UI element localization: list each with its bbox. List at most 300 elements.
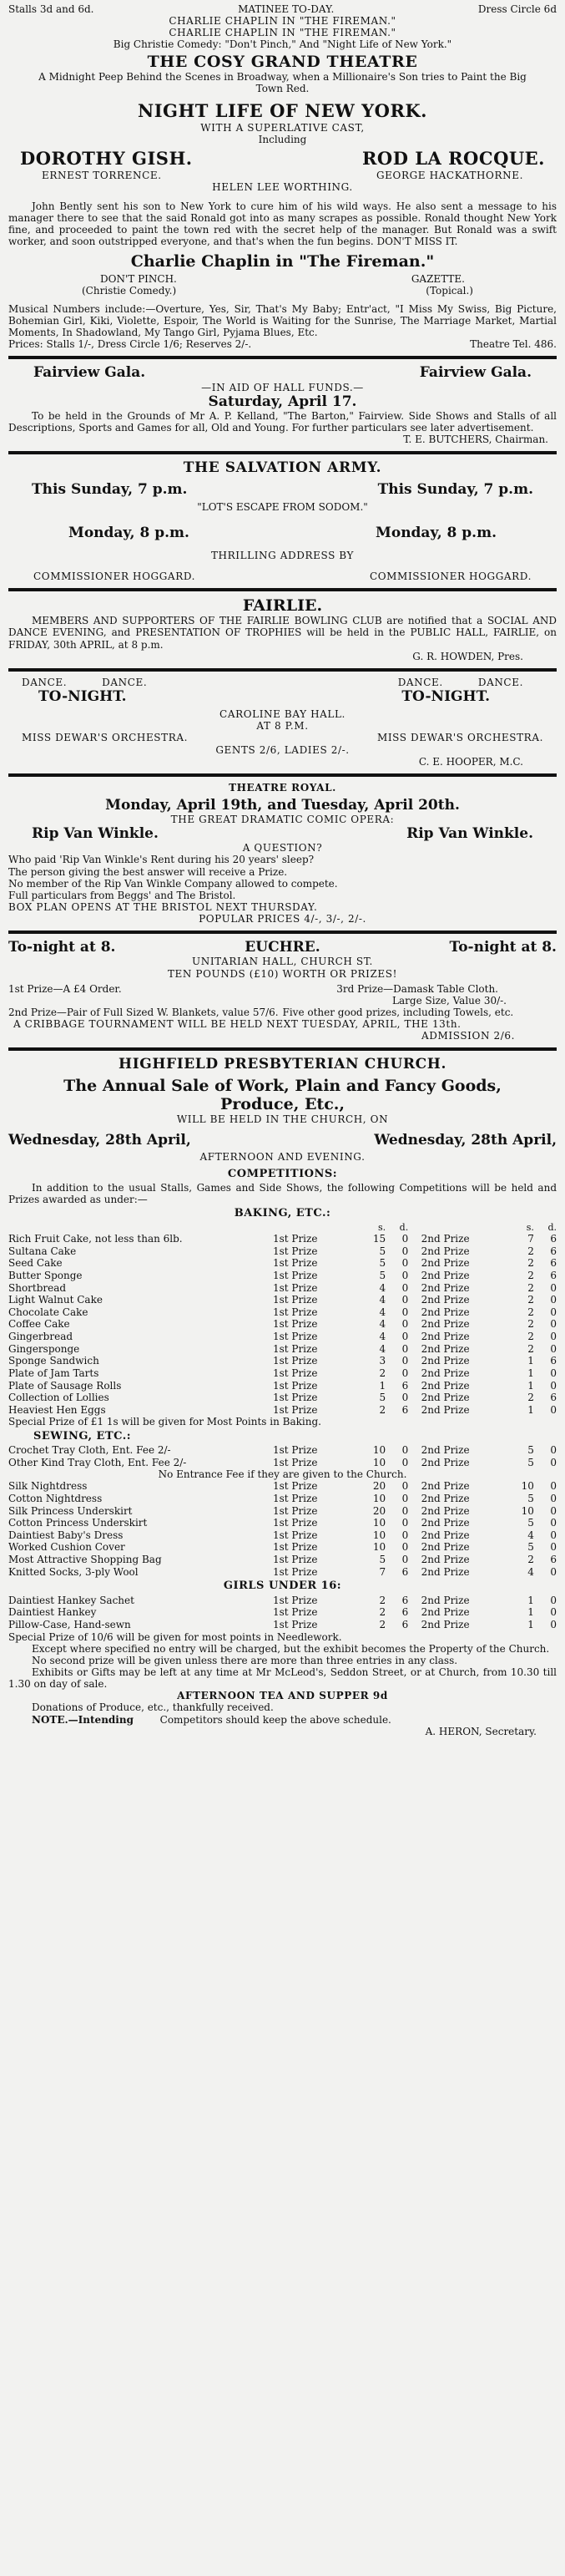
second-prize-pence: 0 bbox=[550, 1480, 557, 1493]
second-prize-label: 2nd Prize bbox=[421, 1392, 470, 1404]
competitions-intro: In addition to the usual Stalls, Games and Side Shows, the following Competitions will be held and Prizes awarded as under:— bbox=[8, 1182, 557, 1206]
second-prize-label: 2nd Prize bbox=[421, 1606, 470, 1619]
second-prize-shillings: 5 bbox=[527, 1541, 534, 1554]
first-prize-label: 1st Prize bbox=[272, 1517, 318, 1529]
first-prize-pence: 0 bbox=[401, 1541, 409, 1554]
euchre-first-prize: 1st Prize—A £4 Order. bbox=[8, 982, 122, 995]
second-prize-pence: 6 bbox=[550, 1233, 557, 1245]
competition-item: Daintiest Hankey Sachet bbox=[8, 1594, 134, 1606]
competition-row bbox=[8, 1619, 557, 1631]
first-prize-shillings: 4 bbox=[379, 1281, 386, 1294]
competition-item: Heaviest Hen Eggs bbox=[8, 1403, 106, 1416]
competition-row bbox=[8, 1306, 557, 1319]
second-prize-label: 2nd Prize bbox=[421, 1594, 470, 1606]
exhibits-line: Exhibits or Gifts may be left at any time at Mr McLeod's, Seddon Street, or at Church, from 10.30 till 1.30 on day of sale. bbox=[8, 1666, 557, 1691]
second-prize-shillings: 2 bbox=[527, 1294, 534, 1306]
dress-circle-price: Dress Circle 6d bbox=[477, 3, 557, 15]
second-prize-pence: 0 bbox=[550, 1565, 557, 1578]
dont-pinch: DON'T PINCH. bbox=[100, 272, 177, 285]
competition-row bbox=[8, 1380, 557, 1392]
sewing-table-1 bbox=[8, 1444, 557, 1468]
note-label: NOTE.—Intending bbox=[32, 1713, 134, 1726]
first-prize-label: 1st Prize bbox=[272, 1245, 318, 1257]
gazette: GAZETTE. bbox=[411, 272, 465, 285]
competition-row bbox=[8, 1233, 557, 1245]
first-prize-shillings: 15 bbox=[372, 1233, 386, 1245]
second-prize-shillings: 2 bbox=[527, 1392, 534, 1404]
competition-item: Butter Sponge bbox=[8, 1269, 83, 1281]
competition-row bbox=[8, 1404, 557, 1417]
chaplin-line-1: CHARLIE CHAPLIN IN "THE FIREMAN." bbox=[169, 15, 396, 28]
note-text: Competitors should keep the above schedule. bbox=[159, 1713, 391, 1726]
except-line: Except where specified no entry will be charged, but the exhibit becomes the Property of the Church. bbox=[32, 1642, 550, 1655]
first-prize-pence: 0 bbox=[401, 1294, 409, 1306]
competition-item: Rich Fruit Cake, not less than 6lb. bbox=[8, 1233, 183, 1245]
first-prize-label: 1st Prize bbox=[272, 1281, 318, 1294]
first-prize-shillings: 20 bbox=[372, 1480, 386, 1493]
second-prize-label: 2nd Prize bbox=[421, 1331, 470, 1343]
shillings-header: s. bbox=[378, 1221, 386, 1233]
first-prize-shillings: 4 bbox=[379, 1331, 386, 1343]
theatre-royal-dates: Monday, April 19th, and Tuesday, April 20th. bbox=[105, 796, 460, 814]
first-prize-label: 1st Prize bbox=[272, 1269, 318, 1281]
christie-comedy-line: Big Christie Comedy: "Don't Pinch," And "Night Life of New York." bbox=[113, 38, 452, 51]
question-heading: A QUESTION? bbox=[242, 842, 323, 854]
divider bbox=[8, 931, 557, 934]
christie-comedy-note: (Christie Comedy.) bbox=[82, 284, 177, 297]
competitions-heading: COMPETITIONS: bbox=[227, 1167, 338, 1180]
second-prize-pence: 0 bbox=[550, 1342, 557, 1355]
cosy-grand-theatre-ad bbox=[8, 3, 557, 350]
topical-note: (Topical.) bbox=[426, 284, 473, 297]
second-prize-shillings: 10 bbox=[521, 1504, 534, 1517]
first-prize-pence: 0 bbox=[401, 1318, 409, 1331]
afternoon-tea: AFTERNOON TEA AND SUPPER 9d bbox=[177, 1690, 388, 1702]
second-prize-pence: 0 bbox=[550, 1618, 557, 1630]
second-prize-pence: 0 bbox=[550, 1504, 557, 1517]
dance-venue: CAROLINE BAY HALL. bbox=[219, 708, 346, 721]
fairlie-title: FAIRLIE. bbox=[242, 596, 323, 615]
feature-title: NIGHT LIFE OF NEW YORK. bbox=[138, 100, 427, 122]
sunday-left: This Sunday, 7 p.m. bbox=[32, 481, 188, 499]
sewing-table-2-body bbox=[8, 1480, 557, 1578]
dance-ad bbox=[8, 677, 557, 768]
orchestra-left: MISS DEWAR'S ORCHESTRA. bbox=[22, 732, 189, 744]
gala-title-right: Fairview Gala. bbox=[419, 364, 532, 382]
second-prize-pence: 0 bbox=[550, 1294, 557, 1306]
competition-item: Pillow-Case, Hand-sewn bbox=[8, 1618, 131, 1630]
competition-item: Plate of Jam Tarts bbox=[8, 1367, 99, 1379]
first-prize-label: 1st Prize bbox=[272, 1318, 318, 1331]
second-prize-pence: 0 bbox=[550, 1517, 557, 1529]
competition-item: Collection of Lollies bbox=[8, 1392, 109, 1404]
opera-line: THE GREAT DRAMATIC COMIC OPERA: bbox=[170, 814, 395, 826]
euchre-title-row bbox=[8, 939, 557, 956]
sewing-table-2 bbox=[8, 1480, 557, 1578]
second-prize-shillings: 5 bbox=[527, 1492, 534, 1504]
second-prize-shillings: 2 bbox=[527, 1306, 534, 1318]
tonight-left: TO-NIGHT. bbox=[38, 687, 127, 705]
competition-item: Other Kind Tray Cloth, Ent. Fee 2/- bbox=[8, 1456, 187, 1468]
first-prize-label: 1st Prize bbox=[272, 1379, 318, 1392]
first-prize-pence: 0 bbox=[401, 1392, 409, 1404]
second-prize-label: 2nd Prize bbox=[421, 1480, 470, 1493]
competition-item: Worked Cushion Cover bbox=[8, 1541, 125, 1554]
second-prize-shillings: 2 bbox=[527, 1245, 534, 1257]
second-prize-shillings: 1 bbox=[527, 1355, 534, 1367]
question-line-2: The person giving the best answer will receive a Prize. bbox=[8, 865, 288, 878]
pence-header: d. bbox=[547, 1221, 557, 1233]
second-prize-shillings: 10 bbox=[521, 1480, 534, 1493]
first-prize-pence: 0 bbox=[401, 1281, 409, 1294]
theatre-tel: Theatre Tel. 486. bbox=[470, 338, 557, 351]
competition-item: Silk Princess Underskirt bbox=[8, 1504, 133, 1517]
second-prize-label: 2nd Prize bbox=[421, 1541, 470, 1554]
competition-row bbox=[8, 1554, 557, 1566]
first-prize-pence: 0 bbox=[401, 1517, 409, 1529]
speaker-left: COMMISSIONER HOGGARD. bbox=[33, 570, 196, 582]
first-prize-shillings: 2 bbox=[379, 1594, 386, 1606]
no-entrance-fee: No Entrance Fee if they are given to the Church. bbox=[158, 1468, 407, 1481]
second-prize-shillings: 4 bbox=[527, 1529, 534, 1541]
chaplin-line-2: CHARLIE CHAPLIN IN "THE FIREMAN." bbox=[169, 27, 396, 39]
second-prize-pence: 0 bbox=[550, 1281, 557, 1294]
divider bbox=[8, 1047, 557, 1051]
support-helen-lee-worthing: HELEN LEE WORTHING. bbox=[212, 181, 353, 194]
competition-row bbox=[8, 1270, 557, 1282]
first-prize-shillings: 4 bbox=[379, 1318, 386, 1331]
second-prize-shillings: 1 bbox=[527, 1594, 534, 1606]
first-prize-label: 1st Prize bbox=[272, 1594, 318, 1606]
first-prize-shillings: 4 bbox=[379, 1306, 386, 1318]
synopsis: John Bently sent his son to New York to cure him of his wild ways. He also sent a message to his manager there to see that the said Ronald got into as many scrapes as possible. Ronald thought New York fine, and proceeded to paint the town red with the secret help of the manager. But Ronald was a swift worker, and soon outstripped everyone, and that's when the fun begins. DON'T MISS IT. bbox=[8, 200, 557, 247]
first-prize-shillings: 10 bbox=[372, 1541, 386, 1554]
second-prize-label: 2nd Prize bbox=[421, 1318, 470, 1331]
first-prize-shillings: 10 bbox=[372, 1492, 386, 1504]
first-prize-label: 1st Prize bbox=[272, 1504, 318, 1517]
second-prize-shillings: 2 bbox=[527, 1257, 534, 1270]
second-prize-label: 2nd Prize bbox=[421, 1492, 470, 1504]
second-prize-pence: 0 bbox=[550, 1456, 557, 1468]
first-prize-label: 1st Prize bbox=[272, 1565, 318, 1578]
first-prize-pence: 6 bbox=[401, 1565, 409, 1578]
second-prize-pence: 0 bbox=[550, 1541, 557, 1554]
competition-row bbox=[8, 1457, 557, 1469]
salvation-title: THE SALVATION ARMY. bbox=[183, 459, 382, 477]
second-prize-shillings: 2 bbox=[527, 1342, 534, 1355]
competition-item: Most Attractive Shopping Bag bbox=[8, 1554, 162, 1566]
sermon-subject: "LOT'S ESCAPE FROM SODOM." bbox=[197, 501, 368, 514]
annual-sale: The Annual Sale of Work, Plain and Fancy Goods, bbox=[63, 1076, 502, 1095]
baking-table-body bbox=[8, 1222, 557, 1417]
star-dorothy-gish: DOROTHY GISH. bbox=[20, 148, 193, 170]
euchre-ad bbox=[8, 939, 557, 1042]
first-prize-shillings: 10 bbox=[372, 1456, 386, 1468]
competition-item: Light Walnut Cake bbox=[8, 1294, 103, 1306]
girls-heading: GIRLS UNDER 16: bbox=[223, 1580, 342, 1593]
first-prize-label: 1st Prize bbox=[272, 1342, 318, 1355]
competition-row bbox=[8, 1282, 557, 1295]
first-prize-label: 1st Prize bbox=[272, 1606, 318, 1619]
highfield-signature: A. HERON, Secretary. bbox=[425, 1725, 537, 1737]
first-prize-label: 1st Prize bbox=[272, 1331, 318, 1343]
box-plan: BOX PLAN OPENS AT THE BRISTOL NEXT THURSDAY. bbox=[8, 901, 318, 913]
second-prize-pence: 0 bbox=[550, 1529, 557, 1541]
first-prize-shillings: 2 bbox=[379, 1606, 386, 1619]
second-prize-pence: 0 bbox=[550, 1379, 557, 1392]
euchre-prize-row-1 bbox=[8, 983, 557, 995]
shorts-row bbox=[8, 271, 557, 285]
baking-special-prize: Special Prize of £1 1s will be given for Most Points in Baking. bbox=[8, 1416, 321, 1428]
second-prize-shillings: 2 bbox=[527, 1318, 534, 1331]
gala-date: Saturday, April 17. bbox=[208, 393, 357, 410]
monday-left: Monday, 8 p.m. bbox=[68, 525, 189, 542]
fairlie-body: MEMBERS AND SUPPORTERS OF THE FAIRLIE BOWLING CLUB are notified that a SOCIAL AND DANCE EVENING, and PRESENTATION OF TROPHIES will be held in the PUBLIC HALL, FAIRLIE, on FRIDAY, 30th APRIL, at 8 p.m. bbox=[8, 615, 557, 651]
euchre-left: To-night at 8. bbox=[8, 939, 116, 956]
star-rod-la-rocque: ROD LA ROCQUE. bbox=[361, 148, 545, 170]
speaker-right: COMMISSIONER HOGGARD. bbox=[369, 570, 532, 582]
competition-row bbox=[8, 1444, 557, 1457]
shillings-header: s. bbox=[526, 1221, 534, 1233]
first-prize-label: 1st Prize bbox=[272, 1294, 318, 1306]
support-row bbox=[8, 170, 557, 181]
first-prize-pence: 6 bbox=[401, 1618, 409, 1630]
first-prize-shillings: 20 bbox=[372, 1504, 386, 1517]
first-prize-label: 1st Prize bbox=[272, 1355, 318, 1367]
first-prize-pence: 0 bbox=[401, 1245, 409, 1257]
first-prize-pence: 0 bbox=[401, 1529, 409, 1541]
second-prize-label: 2nd Prize bbox=[421, 1281, 470, 1294]
second-prize-shillings: 2 bbox=[527, 1331, 534, 1343]
first-prize-shillings: 2 bbox=[379, 1618, 386, 1630]
first-prize-shillings: 4 bbox=[379, 1294, 386, 1306]
sd-header-row bbox=[8, 1222, 557, 1233]
second-prize-pence: 0 bbox=[550, 1306, 557, 1318]
theatre-royal-ad bbox=[8, 782, 557, 925]
question-line-1: Who paid 'Rip Van Winkle's Rent during his 20 years' sleep? bbox=[8, 854, 315, 866]
second-prize-label: 2nd Prize bbox=[421, 1403, 470, 1416]
baking-heading: BAKING, ETC.: bbox=[234, 1207, 331, 1220]
competition-row bbox=[8, 1294, 557, 1306]
first-prize-pence: 0 bbox=[401, 1504, 409, 1517]
divider bbox=[8, 773, 557, 777]
second-prize-label: 2nd Prize bbox=[421, 1257, 470, 1270]
competition-row bbox=[8, 1529, 557, 1542]
competition-item: Cotton Nightdress bbox=[8, 1492, 103, 1504]
competition-row bbox=[8, 1541, 557, 1554]
tonight-right: TO-NIGHT. bbox=[401, 687, 490, 705]
sale-date-row bbox=[8, 1132, 557, 1149]
dance-prices: GENTS 2/6, LADIES 2/-. bbox=[215, 743, 350, 756]
second-prize-label: 2nd Prize bbox=[421, 1233, 470, 1245]
prices: Prices: Stalls 1/-, Dress Circle 1/6; Reserves 2/-. bbox=[8, 338, 252, 351]
first-prize-label: 1st Prize bbox=[272, 1480, 318, 1493]
dance-word-row bbox=[8, 677, 557, 688]
competition-item: Coffee Cake bbox=[8, 1318, 70, 1331]
first-prize-pence: 0 bbox=[401, 1480, 409, 1493]
competition-row bbox=[8, 1505, 557, 1518]
second-prize-shillings: 2 bbox=[527, 1281, 534, 1294]
first-prize-pence: 0 bbox=[401, 1554, 409, 1566]
second-prize-shillings: 5 bbox=[527, 1517, 534, 1529]
gala-aid-line: —IN AID OF HALL FUNDS.— bbox=[201, 381, 364, 393]
second-prize-label: 2nd Prize bbox=[421, 1245, 470, 1257]
gala-title-row bbox=[8, 364, 557, 381]
first-prize-label: 1st Prize bbox=[272, 1367, 318, 1379]
second-prize-label: 2nd Prize bbox=[421, 1443, 470, 1456]
dance-word-3: DANCE. bbox=[397, 676, 443, 688]
competition-item: Shortbread bbox=[8, 1281, 67, 1294]
competition-row bbox=[8, 1343, 557, 1356]
first-prize-pence: 0 bbox=[401, 1233, 409, 1245]
theatre-royal-title: THEATRE ROYAL. bbox=[229, 781, 336, 794]
second-prize-label: 2nd Prize bbox=[421, 1565, 470, 1578]
orchestra-right: MISS DEWAR'S ORCHESTRA. bbox=[376, 732, 543, 744]
second-prize-label: 2nd Prize bbox=[421, 1517, 470, 1529]
first-prize-pence: 0 bbox=[401, 1342, 409, 1355]
euchre-five-other: Five other good prizes, including Towels, etc. bbox=[282, 1006, 514, 1018]
donations-line: Donations of Produce, etc., thankfully received. bbox=[32, 1701, 274, 1714]
euchre-center: EUCHRE. bbox=[245, 939, 320, 956]
shorts-subrow bbox=[8, 285, 557, 297]
first-prize-label: 1st Prize bbox=[272, 1541, 318, 1554]
second-prize-label: 2nd Prize bbox=[421, 1367, 470, 1379]
first-prize-label: 1st Prize bbox=[272, 1306, 318, 1318]
competition-item: Silk Nightdress bbox=[8, 1480, 88, 1493]
second-prize-shillings: 1 bbox=[527, 1606, 534, 1619]
first-prize-pence: 6 bbox=[401, 1594, 409, 1606]
second-prize-pence: 6 bbox=[550, 1392, 557, 1404]
girls-table-body bbox=[8, 1595, 557, 1631]
including-label: Including bbox=[258, 134, 307, 146]
dance-signature: C. E. HOOPER, M.C. bbox=[418, 755, 523, 768]
second-prize-pence: 0 bbox=[550, 1331, 557, 1343]
first-prize-pence: 0 bbox=[401, 1367, 409, 1379]
support-george-hackathorne: GEORGE HACKATHORNE. bbox=[376, 170, 523, 182]
second-prize-pence: 0 bbox=[550, 1606, 557, 1619]
second-prize-pence: 0 bbox=[550, 1318, 557, 1331]
second-prize-pence: 0 bbox=[550, 1594, 557, 1606]
prices-row bbox=[8, 338, 557, 350]
orchestra-row bbox=[8, 732, 557, 743]
fairview-gala-ad bbox=[8, 364, 557, 445]
first-prize-pence: 0 bbox=[401, 1257, 409, 1270]
second-prize-shillings: 2 bbox=[527, 1554, 534, 1566]
first-prize-shillings: 3 bbox=[379, 1355, 386, 1367]
afternoon-evening: AFTERNOON AND EVENING. bbox=[199, 1150, 366, 1163]
competition-item: Daintiest Hankey bbox=[8, 1606, 97, 1619]
divider bbox=[8, 668, 557, 672]
first-prize-label: 1st Prize bbox=[272, 1257, 318, 1270]
competition-row bbox=[8, 1595, 557, 1607]
address-line: THRILLING ADDRESS BY bbox=[210, 550, 355, 562]
second-prize-label: 2nd Prize bbox=[421, 1342, 470, 1355]
held-in-church: WILL BE HELD IN THE CHURCH, ON bbox=[176, 1113, 389, 1126]
stars-row bbox=[8, 145, 557, 170]
first-prize-pence: 0 bbox=[401, 1269, 409, 1281]
competition-row bbox=[8, 1355, 557, 1367]
second-prize-pence: 6 bbox=[550, 1269, 557, 1281]
popular-prices: POPULAR PRICES 4/-, 3/-, 2/-. bbox=[199, 913, 366, 925]
first-prize-shillings: 5 bbox=[379, 1554, 386, 1566]
note-line bbox=[8, 1714, 557, 1726]
highfield-title: HIGHFIELD PRESBYTERIAN CHURCH. bbox=[119, 1056, 446, 1073]
second-prize-pence: 6 bbox=[550, 1355, 557, 1367]
euchre-second-prize: 2nd Prize—Pair of Full Sized W. Blankets, value 57/6. bbox=[8, 1006, 279, 1018]
first-prize-shillings: 2 bbox=[379, 1367, 386, 1379]
first-prize-label: 1st Prize bbox=[272, 1554, 318, 1566]
competition-row bbox=[8, 1480, 557, 1493]
competition-item: Crochet Tray Cloth, Ent. Fee 2/- bbox=[8, 1443, 171, 1456]
divider bbox=[8, 451, 557, 454]
gala-body: To be held in the Grounds of Mr A. P. Kelland, "The Barton," Fairview. Side Shows and Stalls of all Descriptions, Sports and Games for all, Old and Young. For further particulars see later advertisement. bbox=[8, 409, 557, 434]
second-prize-pence: 6 bbox=[550, 1257, 557, 1270]
first-prize-label: 1st Prize bbox=[272, 1492, 318, 1504]
first-prize-label: 1st Prize bbox=[272, 1403, 318, 1416]
second-prize-pence: 6 bbox=[550, 1554, 557, 1566]
competition-row bbox=[8, 1245, 557, 1258]
fairlie-signature: G. R. HOWDEN, Pres. bbox=[412, 650, 523, 662]
second-prize-pence: 0 bbox=[550, 1403, 557, 1416]
stalls-price: Stalls 3d and 6d. bbox=[8, 3, 94, 15]
euchre-third-prize: 3rd Prize—Damask Table Cloth. bbox=[336, 982, 498, 995]
competition-item: Seed Cake bbox=[8, 1257, 63, 1270]
needlework-special-prize: Special Prize of 10/6 will be given for most points in Needlework. bbox=[8, 1630, 342, 1643]
sewing-heading: SEWING, ETC.: bbox=[33, 1429, 132, 1443]
tonight-row bbox=[8, 688, 557, 705]
divider bbox=[8, 356, 557, 359]
competition-item: Cotton Princess Underskirt bbox=[8, 1517, 148, 1529]
competition-item: Gingersponge bbox=[8, 1342, 80, 1355]
first-prize-pence: 6 bbox=[401, 1606, 409, 1619]
euchre-third-prize-size: Large Size, Value 30/-. bbox=[392, 994, 507, 1007]
gala-signature: T. E. BUTCHERS, Chairman. bbox=[403, 434, 548, 446]
euchre-right: To-night at 8. bbox=[449, 939, 557, 956]
euchre-prize-row-2 bbox=[8, 1007, 557, 1018]
girls-table bbox=[8, 1595, 557, 1631]
competition-row bbox=[8, 1493, 557, 1505]
monday-row bbox=[8, 513, 557, 541]
competition-item: Sultana Cake bbox=[8, 1245, 77, 1257]
second-prize-label: 2nd Prize bbox=[421, 1618, 470, 1630]
first-prize-shillings: 2 bbox=[379, 1403, 386, 1416]
second-prize-shillings: 5 bbox=[527, 1443, 534, 1456]
cribbage-tournament: A CRIBBAGE TOURNAMENT WILL BE HELD NEXT TUESDAY, APRIL, THE 13th. bbox=[13, 1018, 462, 1031]
matinee-notice: MATINEE TO-DAY. bbox=[238, 3, 335, 15]
no-second-prize: No second prize will be given unless there are more than three entries in any class. bbox=[32, 1654, 458, 1666]
second-prize-shillings: 1 bbox=[527, 1618, 534, 1630]
first-prize-pence: 0 bbox=[401, 1492, 409, 1504]
first-prize-label: 1st Prize bbox=[272, 1456, 318, 1468]
first-prize-pence: 0 bbox=[401, 1306, 409, 1318]
chaplin-fireman-heading: Charlie Chaplin in "The Fireman." bbox=[130, 252, 435, 271]
second-prize-label: 2nd Prize bbox=[421, 1529, 470, 1541]
second-prize-label: 2nd Prize bbox=[421, 1294, 470, 1306]
competition-item: Knitted Socks, 3-ply Wool bbox=[8, 1565, 139, 1578]
second-prize-shillings: 2 bbox=[527, 1269, 534, 1281]
second-prize-shillings: 4 bbox=[527, 1565, 534, 1578]
competition-item: Daintiest Baby's Dress bbox=[8, 1529, 124, 1541]
fairlie-ad bbox=[8, 596, 557, 662]
musical-numbers: Musical Numbers include:—Overture, Yes, Sir, That's My Baby; Entr'act, "I Miss My Swiss, Big Picture, Bohemian Girl, Kiki, Violette, Espoir, The World is Waiting for the Sunrise, The Marriage Market, Martial Moments, In Shadowland, My Tango Girl, Pyjama Blues, Etc. bbox=[8, 302, 557, 339]
baking-table bbox=[8, 1222, 557, 1417]
theatre-name: THE COSY GRAND THEATRE bbox=[147, 52, 418, 71]
produce-etc: Produce, Etc., bbox=[219, 1094, 345, 1113]
highfield-church-ad bbox=[8, 1056, 557, 1737]
second-prize-shillings: 1 bbox=[527, 1403, 534, 1416]
second-prize-label: 2nd Prize bbox=[421, 1355, 470, 1367]
sunday-right: This Sunday, 7 p.m. bbox=[377, 481, 533, 499]
